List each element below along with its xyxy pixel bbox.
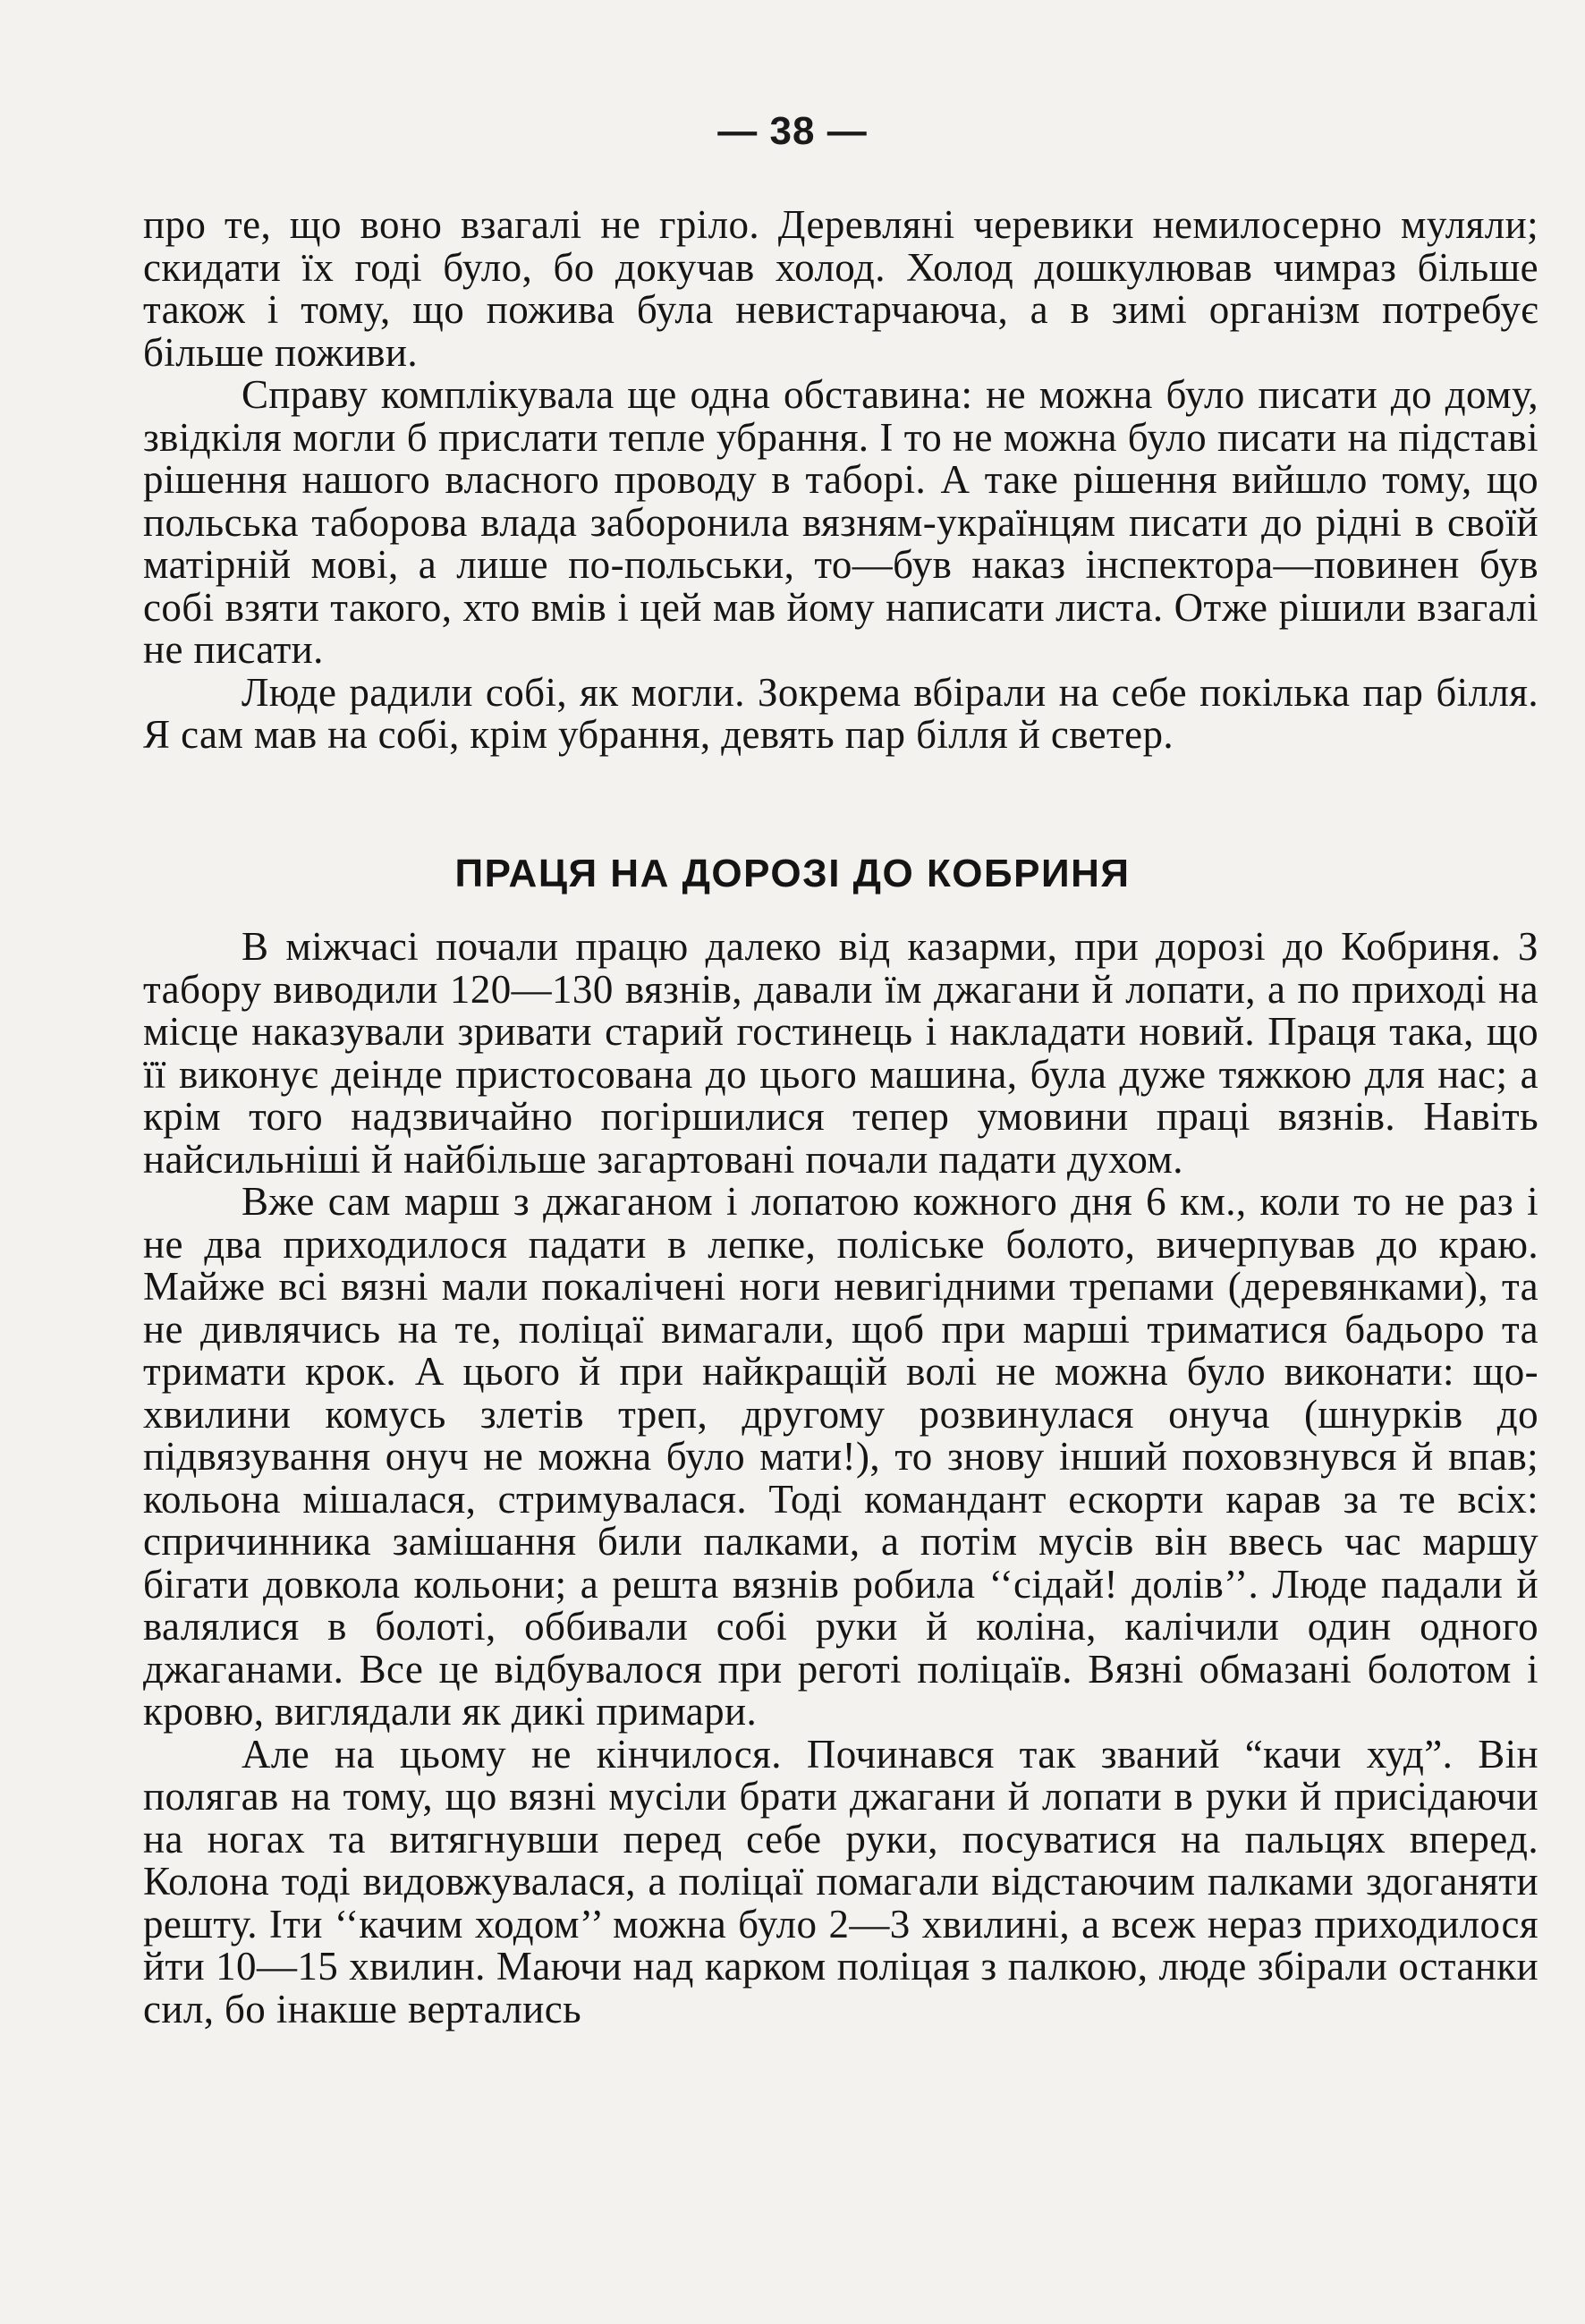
paragraph: про те, що воно взагалі не гріло. Деревляні черевики немилосерно муляли; скидати їх годі було, бо докучав холод. Холод дошкулював чимраз більше також і тому, що пожива була невистарчаюча, а в зимі організм потребує більше поживи. <box>143 202 1538 375</box>
text-block-before-heading <box>143 204 1538 757</box>
paragraph: Але на цьому не кінчилося. Починався так званий “качи худ”. Він полягав на тому, що вязні мусіли брати джагани й лопати в руки й присідаючи на ногах та витягнувши перед себе руки, посуватися на пальцях вперед. Колона тоді видовжувалася, а поліцаї помагали відстаючим палками здоганяти решту. Іти ‘‘качим ходом’’ можна було 2—3 хвилині, а всеж нераз приходилося йти 10—15 хвилин. Маючи над карком поліцая з палкою, люде збірали останки сил, бо інакше вертались <box>143 1731 1538 2031</box>
section-heading: ПРАЦЯ НА ДОРОЗІ ДО КОБРИНЯ <box>454 852 1131 895</box>
paragraph: Справу комплікувала ще одна обставина: не можна було писати до дому, звідкіля могли б прислати тепле убрання. І то не можна було писати на підставі рішення нашого власного проводу в таборі. А таке рішення вийшло тому, що польська таборова влада заборонила вязням-українцям писати до рідні в своїй матірній мові, а лише по-польськи, то—був наказ інспектора—повинен був собі взяти такого, хто вмів і цей мав йому написати листа. Отже рішили взагалі не писати. <box>143 372 1538 672</box>
paragraph: Вже сам марш з джаганом і лопатою кожного дня 6 км., коли то не раз і не два приходилося падати в лепке, поліське болото, вичерпував до краю. Майже всі вязні мали покалічені ноги невигідними трепами (деревянками), та не дивлячись на те, поліцаї вимагали, щоб при марші триматися бадьоро та тримати крок. А цього й при найкращій волі не можна було виконати: що-хвилини комусь злетів треп, другому розвинулася онуча (шнурків до підвязування онуч не можна було мати!), то знову інший поховзнувся й впав; кольона мішалася, стримувалася. Тоді командант ескорти карав за те всіх: спричинника замішання били палками, а потім мусів він ввесь час маршу бігати довкола кольони; а решта вязнів робила ‘‘сідай! долів’’. Люде падали й валялися в болоті, оббивали собі руки й коліна, калічили один одного джаганами. Все це відбувалося при реготі поліцаїв. Вязні обмазані болотом і кровю, виглядали як дикі примари. <box>143 1179 1538 1734</box>
paragraph: В міжчасі почали працю далеко від казарми, при дорозі до Кобриня. З табору виводили 120—130 вязнів, давали їм джагани й лопати, а по приході на місце наказували зривати старий гостинець і накладати новий. Праця така, що її виконує деінде пристосована до цього машина, була дуже тяжкою для нас; а крім того надзвичайно погіршилися тепер умовини праці вязнів. Навіть найсильніші й найбільше загартовані почали падати духом. <box>143 924 1538 1182</box>
page-number: — 38 — <box>717 109 868 153</box>
paragraph: Люде радили собі, як могли. Зокрема вбірали на себе покілька пар білля. Я сам мав на собі, крім убрання, девять пар білля й светер. <box>143 669 1538 757</box>
text-block-after-heading <box>143 926 1538 2031</box>
